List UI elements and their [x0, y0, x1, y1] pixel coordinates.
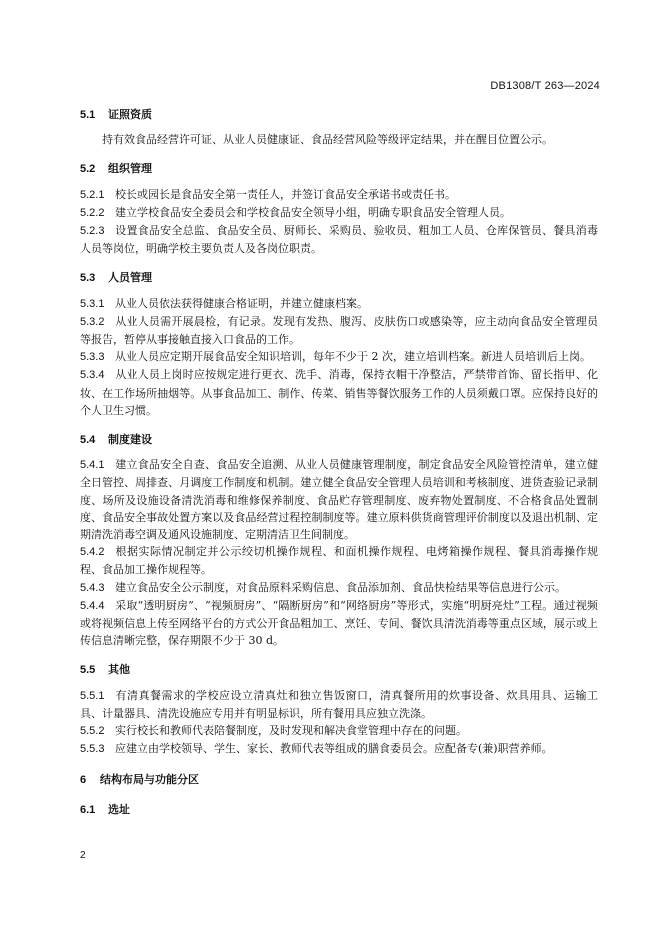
- section-heading: 5.2 组织管理: [80, 163, 152, 176]
- clause: 5.4.3 建立食品安全公示制度，对食品原料采购信息、食品添加剂、食品快检结果等信息进行公示。: [80, 580, 566, 594]
- clause: 5.4.1 建立食品安全自查、食品安全追溯、从业人员健康管理制度，制定食品安全风险管控清单，建立健全日管控、周排查、月调度工作制度和机制。建立健全食品安全管理人员培训和考核制度、进货查验记录制度、场所及设施设备清洗消毒和维修保养制度、食品贮存管理制度、废弃物处置制度、不合格食品处置制度、食品安全事故处置方案以及食品经营过程控制制度等。建立原料供货商管理评价制度以及退出机制、定期清洗消毒空调及通风设施制度、定期清洁卫生间制度。: [80, 458, 598, 542]
- clause: 5.3.1 从业人员依法获得健康合格证明，并建立健康档案。: [80, 296, 368, 310]
- clause: 5.5.2 实行校长和教师代表陪餐制度，及时发现和解决食堂管理中存在的问题。: [80, 724, 467, 738]
- clause: 5.5.1 有清真餐需求的学校应设立清真灶和独立售饭窗口，清真餐所用的炊事设备、炊具用具、运输工具、计量器具、清洗设施应专用并有明显标识，所有餐用具应独立洗涤。: [80, 688, 598, 720]
- clause: 5.3.3 从业人员应定期开展食品安全知识培训，每年不少于 2 次，建立培训档案。新进人员培训后上岗。: [80, 350, 591, 364]
- clause: 5.5.3 应建立由学校领导、学生、家长、教师代表等组成的膳食委员会。应配备专(兼)职营养师。: [80, 742, 553, 756]
- section-heading: 5.4 制度建设: [80, 434, 152, 447]
- section-heading: 5.3 人员管理: [80, 272, 152, 285]
- doc-code: DB1308/T 263—2024: [490, 80, 600, 92]
- clause: 5.2.3 设置食品安全总监、食品安全员、厨师长、采购员、验收员、粗加工人员、仓库保管员、餐具消毒人员等岗位，明确学校主要负责人及各岗位职责。: [80, 224, 598, 256]
- clause: 5.4.2 根据实际情况制定并公示绞切机操作规程、和面机操作规程、电烤箱操作规程、餐具消毒操作规程、食品加工操作规程等。: [80, 545, 598, 577]
- chapter-heading: 6 结构布局与功能分区: [80, 773, 199, 786]
- clause: 5.4.4 采取“透明厨房”、“视频厨房”、“隔断厨房”和“网络厨房”等形式，实施“明厨亮灶”工程。通过视频或将视频信息上传至网络平台的方式公开食品粗加工、烹饪、专间、餐饮具清洗消毒等重点区域，展示或上传信息清晰完整，保存期限不少于 30 d。: [80, 598, 598, 648]
- clause: 5.3.2 从业人员需开展晨检，有记录。发现有发热、腹泻、皮肤伤口或感染等，应主动向食品安全管理员等报告，暂停从事接触直接入口食品的工作。: [80, 314, 598, 347]
- section-heading: 5.1 证照资质: [80, 109, 152, 121]
- clause: 5.2.1 校长或园长是食品安全第一责任人，并签订食品安全承诺书或责任书。: [80, 187, 456, 201]
- page-body: [80, 107, 598, 819]
- section-heading: 6.1 选址: [80, 803, 130, 816]
- section-heading: 5.5 其他: [80, 664, 130, 677]
- clause: 5.2.2 建立学校食品安全委员会和学校食品安全领导小组，明确专职食品安全管理人员。: [80, 205, 511, 219]
- clause: 5.3.4 从业人员上岗时应按规定进行更衣、洗手、消毒，保持衣帽干净整洁，严禁带首饰、留长指甲、化妆、在工作场所抽烟等。从事食品加工、制作、传菜、销售等餐饮服务工作的人员须戴口罩。应保持良好的个人卫生习惯。: [80, 368, 598, 417]
- paragraph: 持有效食品经营许可证、从业人员健康证、食品经营风险等级评定结果，并在醒目位置公示。: [102, 133, 553, 147]
- page-number: 2: [80, 850, 86, 861]
